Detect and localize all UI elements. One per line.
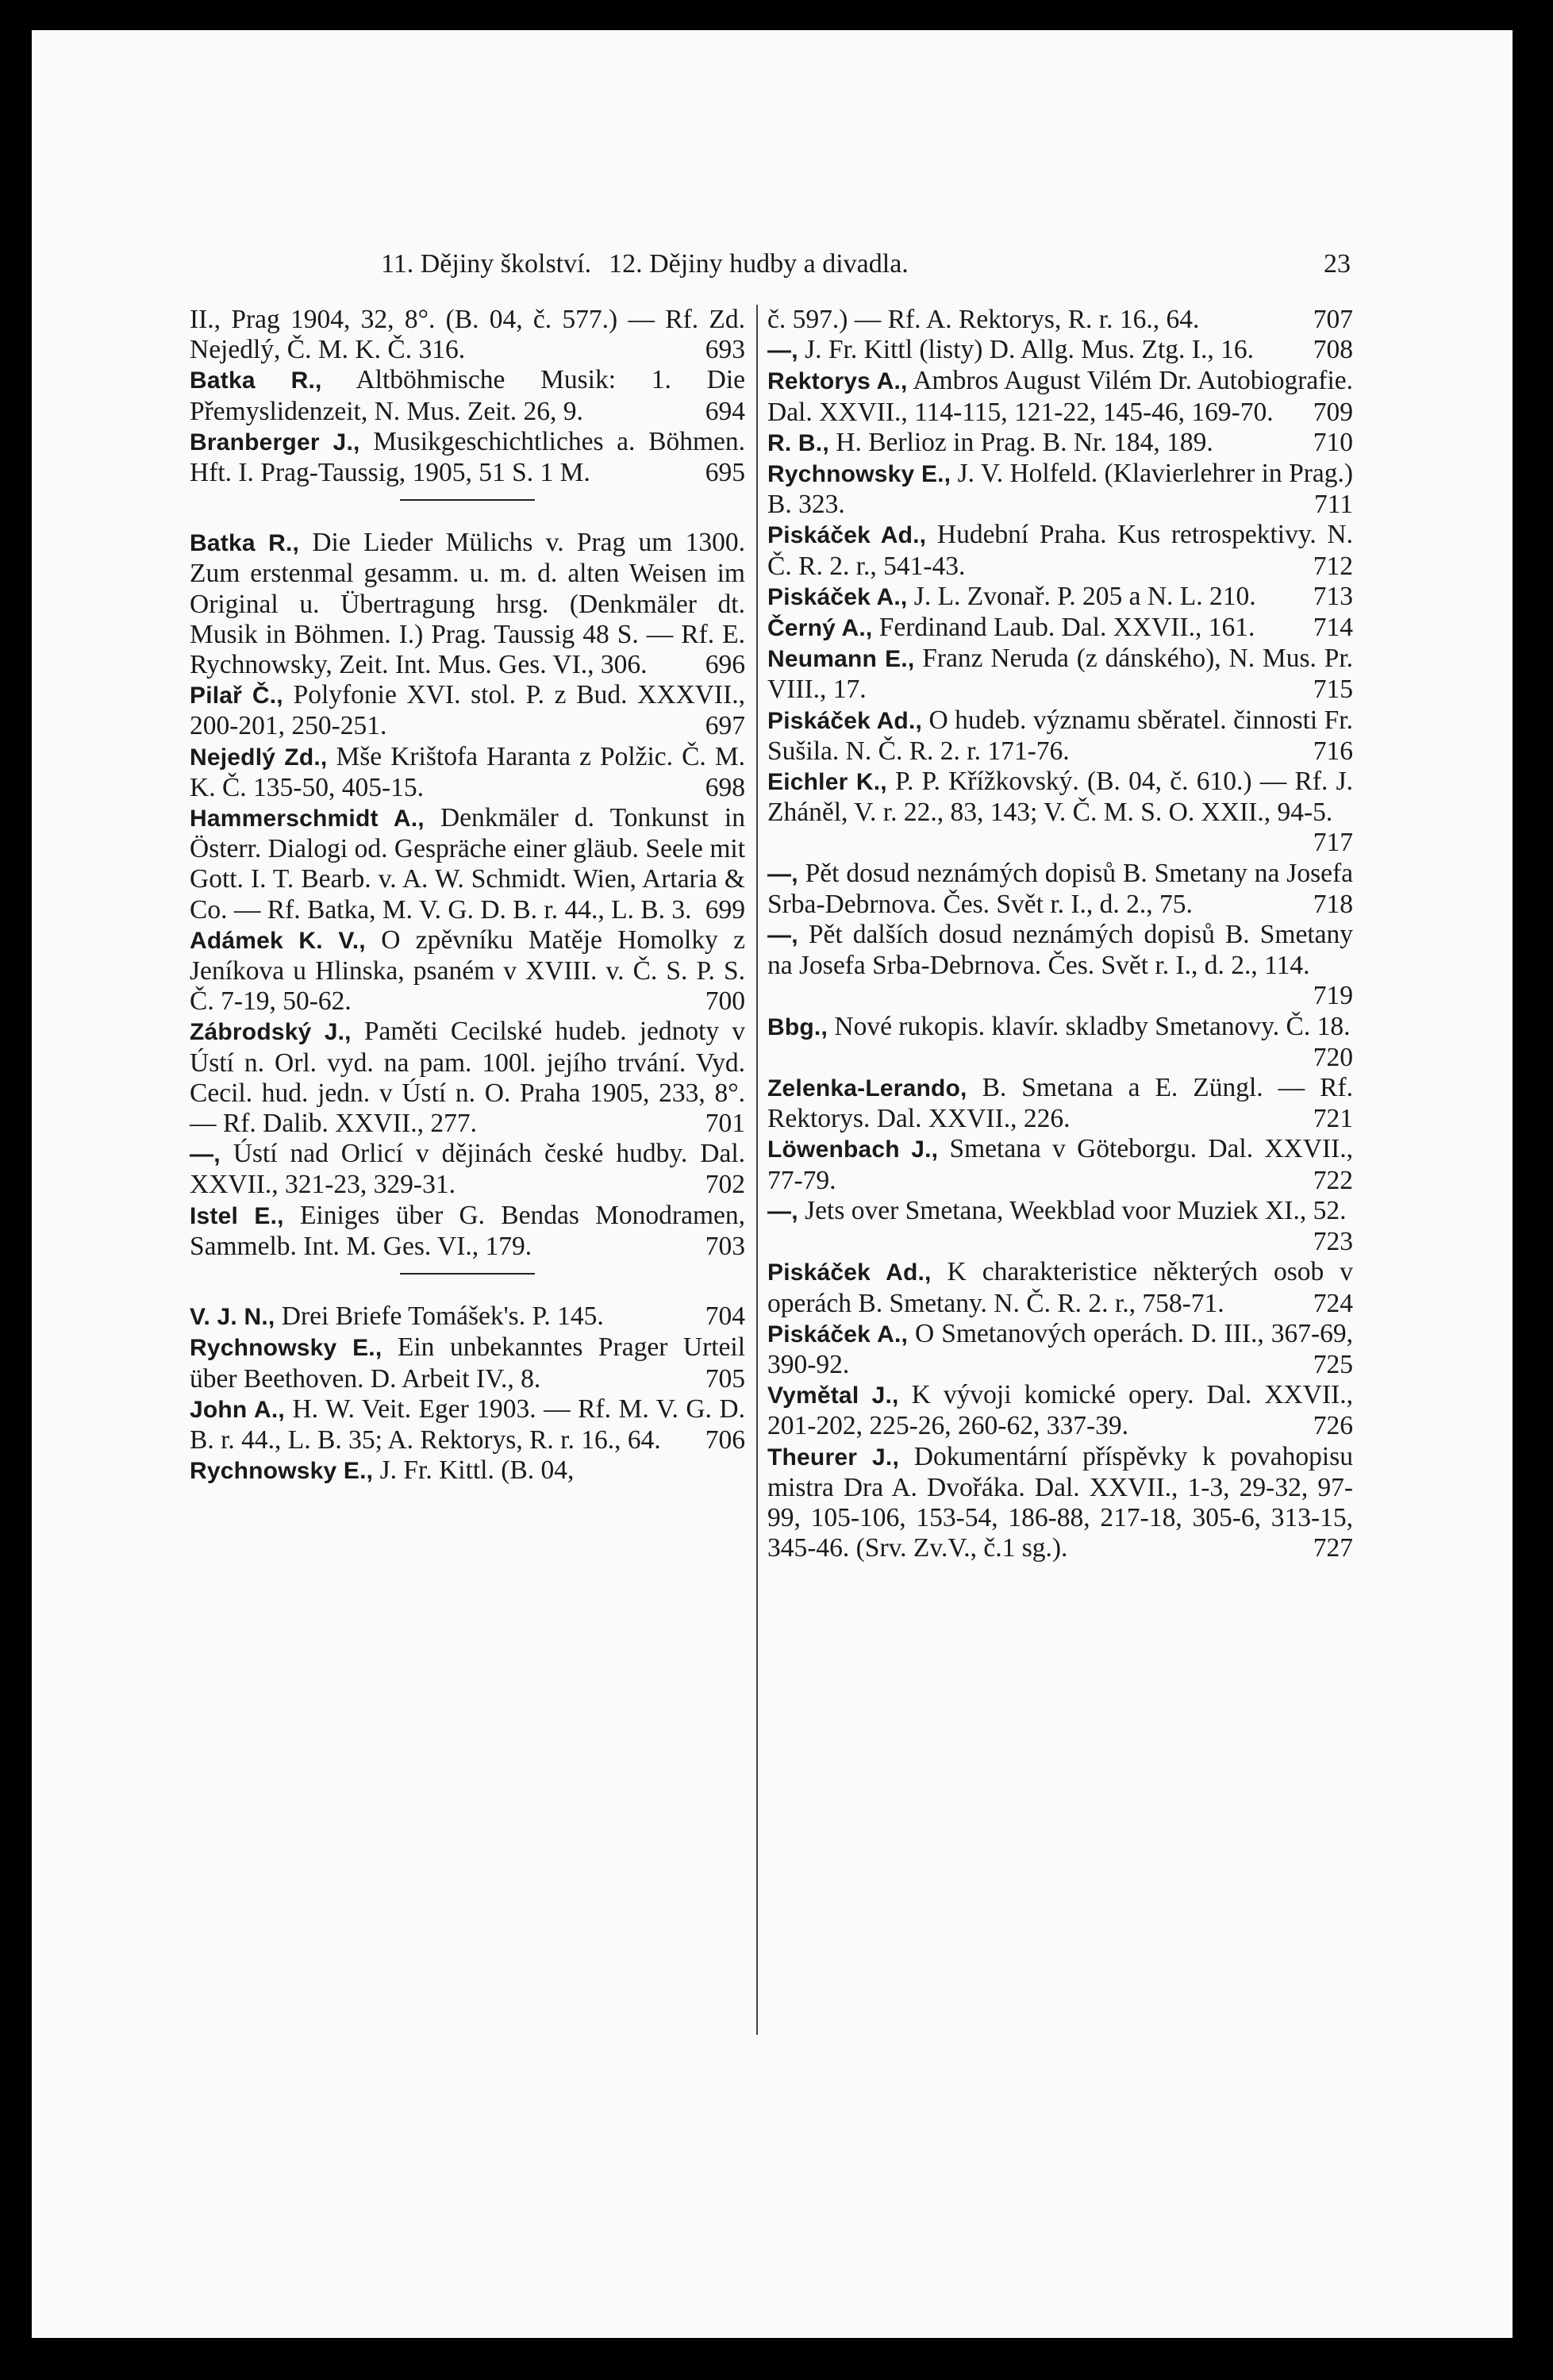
entry-number: 717 — [1313, 828, 1353, 858]
entry-number: 705 — [705, 1363, 745, 1394]
entry-text: K vývoji komické opery. Dal. XXVII., 201-202, 225-26, 260-62, 337-39. — [767, 1380, 1353, 1441]
bibliography-entry — [190, 305, 745, 365]
entry-number: 701 — [705, 1109, 745, 1139]
bibliography-entry — [767, 1134, 1353, 1195]
entry-number: 700 — [705, 986, 745, 1017]
bibliography-entry — [767, 1442, 1353, 1564]
bibliography-entry — [190, 1394, 745, 1455]
entry-number: 714 — [1313, 613, 1353, 643]
entry-text: Jets over Smetana, Weekblad voor Muziek XI., 52. — [805, 1195, 1347, 1225]
entry-author: Nejedlý Zd., — [190, 744, 328, 771]
entry-number: 716 — [1313, 736, 1353, 766]
section-rule — [400, 1273, 535, 1275]
entry-number: 707 — [1313, 305, 1353, 334]
entry-text: J. Fr. Kittl. (B. 04, — [379, 1455, 575, 1486]
left-column — [190, 305, 745, 1486]
running-header — [381, 244, 1351, 284]
page-sheet — [32, 30, 1513, 2338]
page-number: 23 — [1324, 249, 1351, 279]
entry-author: Rychnowsky E., — [190, 1335, 382, 1362]
entry-number: 718 — [1313, 889, 1353, 919]
entry-author: —, — [190, 1141, 221, 1168]
entry-number: 727 — [1313, 1533, 1353, 1563]
entry-number: 711 — [1313, 490, 1353, 520]
entry-text: Pět dosud neznámých dopisů B. Smetany na Josefa Srba-Debrnova. Čes. Svět r. I., d. 2., 75. — [767, 858, 1353, 919]
entry-number: 693 — [705, 335, 745, 365]
bibliography-entry — [190, 1017, 745, 1139]
entry-author: Piskáček Ad., — [767, 707, 923, 734]
entry-text: K charakteristice některých osob v operách B. Smetany. N. Č. R. 2. r., 758-71. — [767, 1257, 1354, 1318]
entry-number: 709 — [1313, 397, 1353, 427]
bibliography-entry — [767, 644, 1353, 705]
entry-author: Branberger J., — [190, 429, 360, 456]
bibliography-entry — [767, 582, 1353, 613]
entry-number: 699 — [705, 894, 745, 925]
bibliography-entry — [767, 1196, 1353, 1257]
entry-text: Ústí nad Orlicí v dějinách české hudby. Dal. XXVII., 321-23, 329-31. — [190, 1139, 745, 1200]
bibliography-entry — [767, 335, 1353, 366]
entry-author: Piskáček Ad., — [767, 522, 927, 549]
bibliography-entry — [190, 1201, 745, 1262]
bibliography-entry — [767, 1257, 1353, 1318]
entry-author: Istel E., — [190, 1202, 284, 1229]
entry-text: O Smetanových operách. D. III., 367-69, 390-92. — [767, 1318, 1353, 1379]
entry-author: Piskáček A., — [767, 1321, 909, 1348]
entry-number: 697 — [705, 711, 745, 741]
entry-author: Pilař Č., — [190, 682, 283, 709]
bibliography-entry — [190, 925, 745, 1017]
entry-text: Ein unbekanntes Prager Urteil über Beethoven. D. Arbeit IV., 8. — [190, 1332, 746, 1394]
bibliography-entry — [190, 1332, 745, 1394]
entry-number: 695 — [705, 458, 745, 488]
entry-author: Rektorys A., — [767, 368, 908, 395]
entry-text: B. Smetana a E. Züngl. — Rf. Rektorys. Dal. XXVII., 226. — [767, 1073, 1353, 1134]
bibliography-entry — [190, 528, 745, 680]
entry-text: Pět dalších dosud neznámých dopisů B. Smetany na Josefa Srba-Debrnova. Čes. Svět r. I., d. 2., 114. — [767, 920, 1353, 981]
entry-number: 702 — [705, 1170, 745, 1200]
entry-author: Bbg., — [767, 1013, 828, 1040]
entry-number: 715 — [1313, 675, 1353, 705]
entry-text: O zpěvníku Matěje Homolky z Jeníkova u Hlinska, psaném v XVIII. v. Č. S. P. S. Č. 7-19, 50-62. — [190, 925, 745, 1017]
entry-number: 719 — [1313, 981, 1353, 1011]
bibliography-entry — [767, 613, 1353, 644]
bibliography-entry — [767, 520, 1353, 581]
entry-text: J. V. Holfeld. (Klavierlehrer in Prag.) B. 323. — [767, 459, 1354, 520]
entry-number: 720 — [1313, 1042, 1353, 1072]
bibliography-entry — [767, 1012, 1353, 1073]
entry-author: Batka R., — [190, 530, 300, 557]
bibliography-entry — [190, 427, 745, 488]
bibliography-entry — [767, 1380, 1353, 1441]
bibliography-entry — [767, 859, 1353, 920]
entry-number: 704 — [705, 1302, 745, 1332]
entry-author: Rychnowsky E., — [767, 461, 951, 488]
entry-author: Vymětal J., — [767, 1382, 899, 1409]
entry-text: Nové rukopis. klavír. skladby Smetanovy. Č. 18. — [834, 1011, 1351, 1041]
bibliography-entry — [767, 1319, 1353, 1380]
bibliography-entry — [767, 706, 1353, 767]
bibliography-entry — [767, 305, 1353, 335]
entry-author: Eichler K., — [767, 769, 887, 796]
entry-author: Neumann E., — [767, 646, 915, 673]
entry-number: 696 — [705, 650, 745, 680]
entry-text: Ferdinand Laub. Dal. XXVII., 161. — [878, 613, 1255, 643]
entry-text: Musikgeschichtliches a. Böhmen. Hft. I. Prag-Taussig, 1905, 51 S. 1 M. — [190, 426, 746, 488]
bibliography-entry — [767, 1073, 1353, 1134]
right-column — [767, 305, 1353, 1563]
section-rule — [400, 499, 535, 501]
entry-author: John A., — [190, 1396, 285, 1423]
bibliography-entry — [190, 1455, 745, 1486]
header-right-title: 12. Dějiny hudby a divadla. — [609, 249, 909, 279]
entry-author: Rychnowsky E., — [190, 1458, 374, 1485]
bibliography-entry — [767, 920, 1353, 1012]
entry-number: 694 — [705, 396, 745, 426]
entry-author: Zelenka-Lerando, — [767, 1075, 967, 1102]
entry-number: 706 — [705, 1425, 745, 1455]
bibliography-entry — [767, 428, 1353, 459]
entry-author: Zábrodský J., — [190, 1019, 352, 1046]
entry-text: Drei Briefe Tomášek's. P. 145. — [281, 1302, 604, 1332]
entry-text: Einiges über G. Bendas Monodramen, Sammelb. Int. M. Ges. VI., 179. — [190, 1200, 745, 1261]
entry-author: Batka R., — [190, 367, 322, 394]
entry-author: V. J. N., — [190, 1304, 275, 1331]
entry-author: Piskáček Ad., — [767, 1259, 932, 1286]
entry-number: 725 — [1313, 1349, 1353, 1379]
entry-text: Mše Krištofa Haranta z Polžic. Č. M. K. Č. 135-50, 405-15. — [190, 741, 745, 802]
entry-text: Polyfonie XVI. stol. P. z Bud. XXXVII., 200-201, 250-251. — [190, 680, 745, 741]
entry-text: č. 597.) — Rf. A. Rektorys, R. r. 16., 64. — [767, 305, 1200, 334]
entry-number: 721 — [1313, 1104, 1353, 1134]
entry-author: —, — [767, 860, 798, 887]
entry-author: —, — [767, 1198, 798, 1225]
entry-number: 698 — [705, 772, 745, 802]
entry-text: Paměti Cecilské hudeb. jednoty v Ústí n. Orl. vyd. na pam. 100l. jejího trvání. Vyd. Cecil. hud. jedn. v Ústí n. O. Praha 1905, 233, 8°. — Rf. Dalib. XXVII., 277. — [190, 1017, 746, 1139]
entry-author: Löwenbach J., — [767, 1136, 939, 1163]
entry-text: H. Berlioz in Prag. B. Nr. 184, 189. — [836, 427, 1213, 457]
entry-author: R. B., — [767, 429, 829, 456]
entry-text: J. L. Zvonař. P. 205 a N. L. 210. — [913, 581, 1256, 611]
bibliography-entry — [190, 803, 745, 925]
entry-text: Franz Neruda (z dánského), N. Mus. Pr. VIII., 17. — [767, 644, 1354, 705]
entry-number: 703 — [705, 1231, 745, 1261]
entry-author: Adámek K. V., — [190, 927, 366, 954]
entry-text: J. Fr. Kittl (listy) D. Allg. Mus. Ztg. I., 16. — [805, 335, 1254, 365]
entry-text: II., Prag 1904, 32, 8°. (B. 04, č. 577.) — Rf. Zd. Nejedlý, Č. M. K. Č. 316. — [190, 305, 745, 365]
entry-number: 723 — [1313, 1227, 1353, 1257]
entry-number: 724 — [1313, 1288, 1353, 1318]
bibliography-entry — [190, 1139, 745, 1200]
entry-number: 710 — [1313, 427, 1353, 457]
entry-author: Piskáček A., — [767, 583, 908, 610]
bibliography-entry — [190, 1302, 745, 1332]
entry-text: Dokumentární příspěvky k povahopisu mistra Dra A. Dvořáka. Dal. XXVII., 1-3, 29-32, 97-99, 105-106, 153-54, 186-88, 217-18, 305-6, 313-15, 345-46. (Srv. Zv.V., č.1 sg.). — [767, 1441, 1353, 1563]
bibliography-entry — [767, 459, 1353, 520]
header-left-title: 11. Dějiny školství. — [381, 249, 592, 279]
entry-author: Hammerschmidt A., — [190, 806, 425, 832]
bibliography-entry — [190, 365, 745, 426]
bibliography-entry — [767, 767, 1353, 859]
entry-text: Die Lieder Mülichs v. Prag um 1300. Zum erstenmal gesamm. u. m. d. alten Weisen im Original u. Übertragung hrsg. (Denkmäler dt. Musik in Böhmen. I.) Prag. Taussig 48 S. — Rf. E. Rychnowsky, Zeit. Int. Mus. Ges. VI., 306. — [190, 528, 745, 680]
entry-number: 726 — [1313, 1411, 1353, 1441]
bibliography-entry — [767, 366, 1353, 427]
entry-number: 708 — [1313, 335, 1353, 365]
entry-text: Denkmäler d. Tonkunst in Österr. Dialogi od. Gespräche einer gläub. Seele mit Gott. I. T. Bearb. v. A. W. Schmidt. Wien, Artaria & Co. — Rf. Batka, M. V. G. D. B. r. 44., L. B. 3. — [190, 803, 745, 925]
entry-number: 712 — [1313, 551, 1353, 581]
entry-author: —, — [767, 337, 798, 364]
entry-text: O hudeb. významu sběratel. činnosti Fr. Sušila. N. Č. R. 2. r. 171-76. — [767, 705, 1353, 766]
entry-author: Theurer J., — [767, 1444, 899, 1471]
entry-number: 713 — [1313, 581, 1353, 611]
entry-author: Černý A., — [767, 615, 873, 642]
entry-author: —, — [767, 922, 798, 949]
entry-text: Smetana v Göteborgu. Dal. XXVII., 77-79. — [767, 1134, 1354, 1195]
entry-number: 722 — [1313, 1165, 1353, 1195]
entry-text: Hudební Praha. Kus retrospektivy. N. Č. R. 2. r., 541-43. — [767, 520, 1354, 581]
bibliography-entry — [190, 680, 745, 741]
entry-text: Ambros August Vilém Dr. Autobiografie. Dal. XXVII., 114-115, 121-22, 145-46, 169-70. — [767, 366, 1353, 427]
entry-text: P. P. Křížkovský. (B. 04, č. 610.) — Rf. J. Zháněl, V. r. 22., 83, 143; V. Č. M. S. O. XXII., 94-5. — [767, 767, 1354, 828]
entry-text: H. W. Veit. Eger 1903. — Rf. M. V. G. D. B. r. 44., L. B. 35; A. Rektorys, R. r. 16., 64. — [190, 1394, 745, 1455]
entry-text: Altböhmische Musik: 1. Die Přemyslidenzeit, N. Mus. Zeit. 26, 9. — [190, 365, 746, 426]
bibliography-entry — [190, 742, 745, 803]
